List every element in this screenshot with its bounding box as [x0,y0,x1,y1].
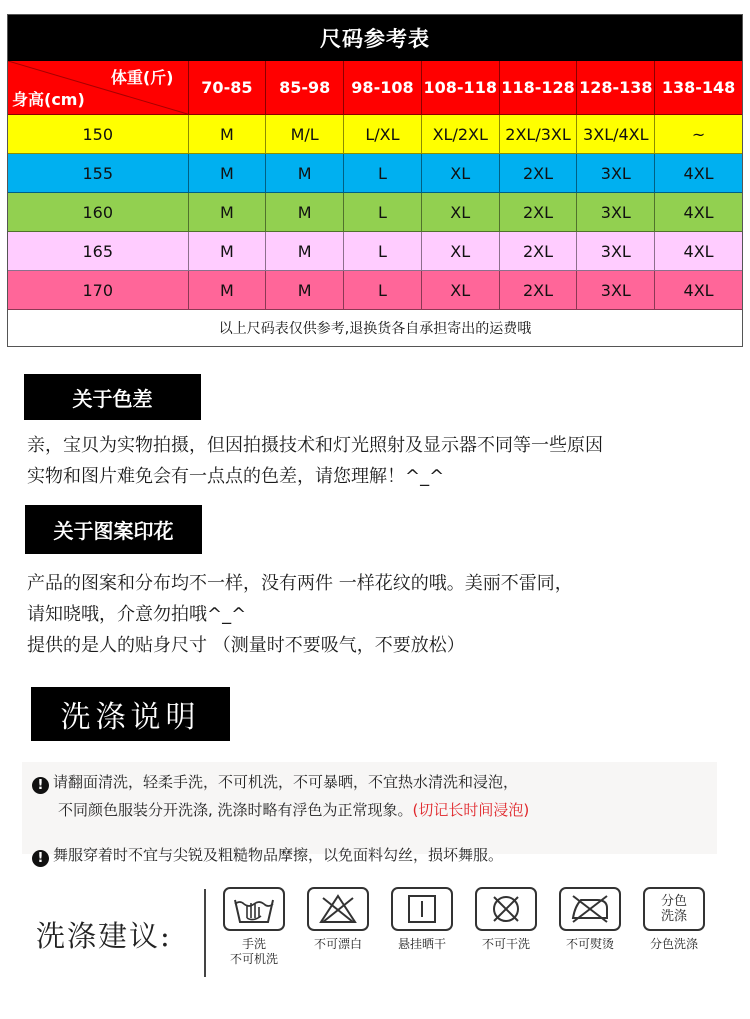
size-table-row [8,193,742,232]
size-cell: M [189,193,267,232]
no-dry-clean-icon [475,887,537,931]
care-label: 不可干洗 [481,937,530,951]
care-item-hang-dry [382,887,462,952]
washing-note-2-text: 舞服穿着时不宜与尖锐及粗糙物品摩擦，以免面料勾丝，损坏舞服。 [53,846,504,864]
washing-note-1-line1: 请翻面清洗，轻柔手洗，不可机洗，不可暴晒，不宜热水清洗和浸泡， [53,773,519,791]
height-cell: 165 [8,232,189,271]
care-label: 悬挂晒干 [397,937,446,951]
size-cell: XL [422,154,500,193]
size-cell: 3XL [577,193,655,232]
care-advice-title: 洗涤建议: [36,919,172,953]
print-pattern-line: 请知晓哦，介意勿拍哦^_^ [27,604,247,625]
size-cell: L [344,232,422,271]
size-cell: XL [422,232,500,271]
size-table-row [8,115,742,154]
weight-column-header: 108-118 [422,61,500,115]
no-bleach-icon [307,887,369,931]
size-cell: XL/2XL [422,115,500,154]
care-label: 分色洗涤 [649,937,698,951]
size-table-row [8,232,742,271]
washing-note-2 [32,844,503,867]
care-item-no-dry-clean [466,887,546,952]
size-cell: 2XL [500,193,578,232]
size-cell: M [189,271,267,310]
size-cell: XL [422,193,500,232]
weight-column-header: 138-148 [655,61,742,115]
care-divider [204,889,206,977]
size-table-row [8,271,742,310]
size-cell: 3XL/4XL [577,115,655,154]
weight-column-header: 98-108 [344,61,422,115]
hand-wash-icon [223,887,285,931]
hang-dry-icon [391,887,453,931]
size-cell: L [344,154,422,193]
weight-column-header: 128-138 [577,61,655,115]
care-item-no-iron [550,887,630,952]
print-pattern-line: 提供的是人的贴身尺寸 （测量时不要吸气，不要放松） [27,635,465,656]
size-cell: 3XL [577,271,655,310]
height-cell: 160 [8,193,189,232]
size-table [7,14,743,347]
size-cell: XL [422,271,500,310]
care-advice-panel [22,883,745,985]
washing-note-1 [32,771,518,794]
size-cell: M [266,193,344,232]
height-cell: 170 [8,271,189,310]
size-cell: 4XL [655,193,742,232]
color-diff-heading: 关于色差 [24,374,201,420]
size-cell: M [266,154,344,193]
size-table-footnote: 以上尺码表仅供参考,退换货各自承担寄出的运费哦 [8,310,742,346]
care-item-no-bleach [298,887,378,952]
height-cell: 155 [8,154,189,193]
size-cell: M [266,271,344,310]
size-cell: M/L [266,115,344,154]
warning-icon: ! [32,777,49,794]
weight-column-header: 118-128 [500,61,578,115]
size-table-corner-cell [8,61,189,115]
warning-icon: ! [32,850,49,867]
print-pattern-heading: 关于图案印花 [25,505,202,554]
care-label: 不可熨烫 [565,937,614,951]
size-cell: 2XL [500,154,578,193]
separate-wash-icon-text: 分色 洗涤 [660,894,687,924]
care-item-separate-wash [634,887,714,952]
size-cell: 2XL [500,232,578,271]
size-cell: 4XL [655,232,742,271]
size-table-row [8,154,742,193]
weight-axis-label: 体重(斤) [110,68,174,87]
weight-column-header: 70-85 [189,61,267,115]
size-cell: L/XL [344,115,422,154]
size-table-title: 尺码参考表 [8,15,742,61]
size-cell: 4XL [655,271,742,310]
size-cell: 2XL [500,271,578,310]
soak-warning-note: (切记长时间浸泡) [412,801,530,819]
care-label: 不可漂白 [313,937,362,951]
height-axis-label: 身高(cm) [12,90,85,109]
size-cell: L [344,193,422,232]
weight-column-header: 85-98 [266,61,344,115]
washing-note-1-cont [58,799,529,820]
size-table-header-row [8,61,742,115]
size-cell: M [189,115,267,154]
washing-heading: 洗涤说明 [31,687,230,741]
care-item-hand-wash [214,887,294,967]
print-pattern-line: 产品的图案和分布均不一样，没有两件 一样花纹的哦。美丽不雷同， [27,573,573,594]
washing-note-1-line2: 不同颜色服装分开洗涤, 洗涤时略有浮色为正常现象。 [58,801,413,819]
height-cell: 150 [8,115,189,154]
size-cell: 3XL [577,154,655,193]
washing-notes-box [22,762,717,866]
size-cell: 4XL [655,154,742,193]
size-cell: 3XL [577,232,655,271]
care-label: 手洗 不可机洗 [229,937,278,966]
color-diff-line: 实物和图片难免会有一点点的色差，请您理解！^_^ [27,466,445,487]
color-diff-line: 亲，宝贝为实物拍摄，但因拍摄技术和灯光照射及显示器不同等一些原因 [27,435,603,456]
separate-wash-icon [643,887,705,931]
size-cell: 2XL/3XL [500,115,578,154]
size-cell: M [266,232,344,271]
size-cell: M [189,154,267,193]
size-cell: ~ [655,115,742,154]
size-cell: L [344,271,422,310]
size-cell: M [189,232,267,271]
no-iron-icon [559,887,621,931]
